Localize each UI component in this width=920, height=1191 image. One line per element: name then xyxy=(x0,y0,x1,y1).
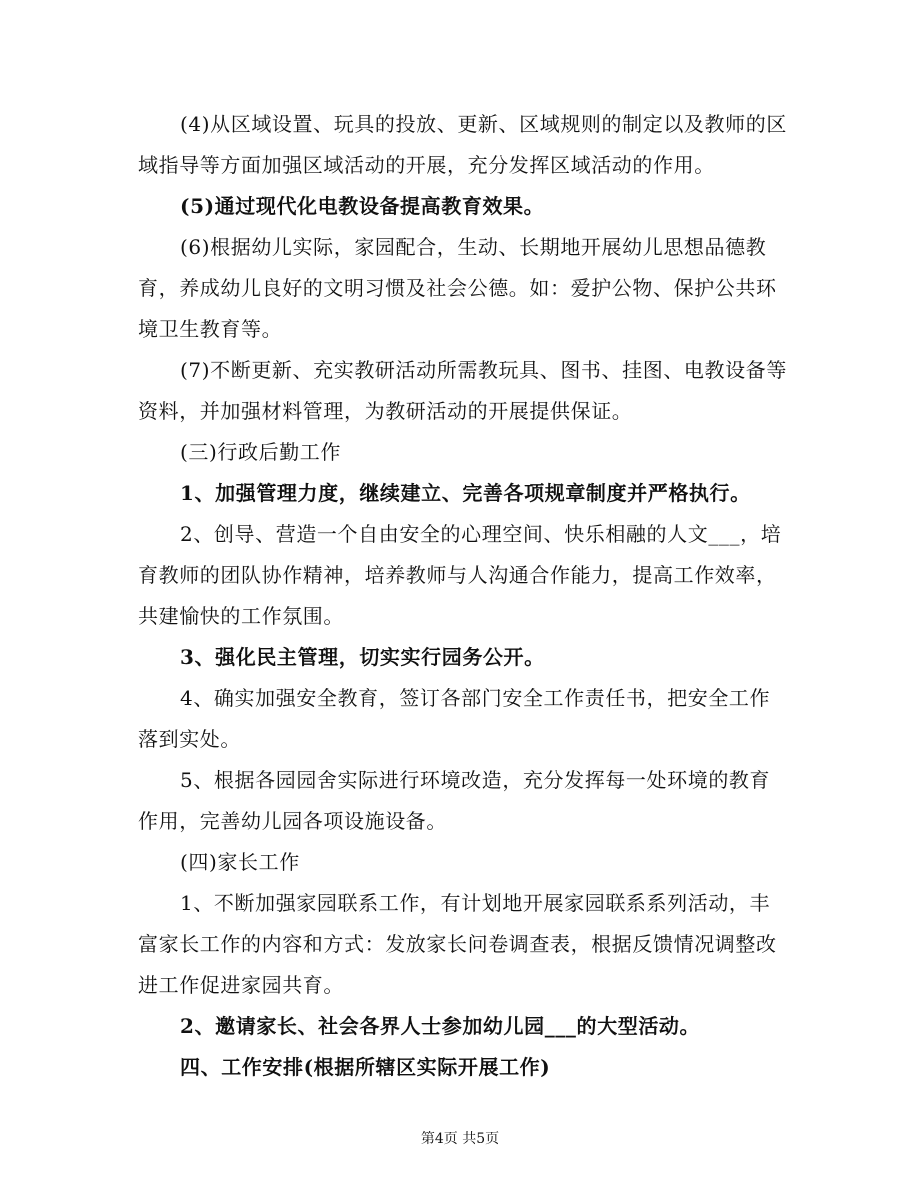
page-number-footer: 第4页 共5页 xyxy=(420,1131,500,1147)
logistics-item-4: 4、确实加强安全教育，签订各部门安全工作责任书，把安全工作落到实处。 xyxy=(138,686,771,751)
logistics-item-2: 2、创导、营造一个自由安全的心理空间、快乐相融的人文___，培育教师的团队协作精神，培养教师与人沟通合作能力，提高工作效率，共建愉快的工作氛围。 xyxy=(138,522,782,628)
section-heading-parents: (四)家长工作 xyxy=(180,850,300,874)
paragraph-6-moral-education: (6)根据幼儿实际，家园配合，生动、长期地开展幼儿思想品德教育，养成幼儿良好的文明习惯及社会公德。如：爱护公物、保护公共环境卫生教育等。 xyxy=(138,235,777,341)
section-heading-logistics: (三)行政后勤工作 xyxy=(180,440,342,464)
paragraph-7-teaching-materials: (7)不断更新、充实教研活动所需教玩具、图书、挂图、电教设备等资料，并加强材料管理，为教研活动的开展提供保证。 xyxy=(138,358,787,423)
paragraph-4-region-activities: (4)从区域设置、玩具的投放、更新、区域规则的制定以及教师的区域指导等方面加强区域活动的开展，充分发挥区域活动的作用。 xyxy=(138,112,787,177)
logistics-item-3: 3、强化民主管理，切实实行园务公开。 xyxy=(180,645,545,669)
paragraph-5-multimedia: (5)通过现代化电教设备提高教育效果。 xyxy=(180,194,545,218)
parents-item-2: 2、邀请家长、社会各界人士参加幼儿园___的大型活动。 xyxy=(180,1014,701,1038)
logistics-item-5: 5、根据各园园舍实际进行环境改造，充分发挥每一处环境的教育作用，完善幼儿园各项设施设备。 xyxy=(138,768,771,833)
section-heading-work-schedule: 四、工作安排(根据所辖区实际开展工作) xyxy=(180,1055,551,1079)
logistics-item-1: 1、加强管理力度，继续建立、完善各项规章制度并严格执行。 xyxy=(180,481,751,505)
parents-item-1: 1、不断加强家园联系工作，有计划地开展家园联系系列活动，丰富家长工作的内容和方式：发放家长问卷调查表，根据反馈情况调整改进工作促进家园共育。 xyxy=(138,891,777,997)
